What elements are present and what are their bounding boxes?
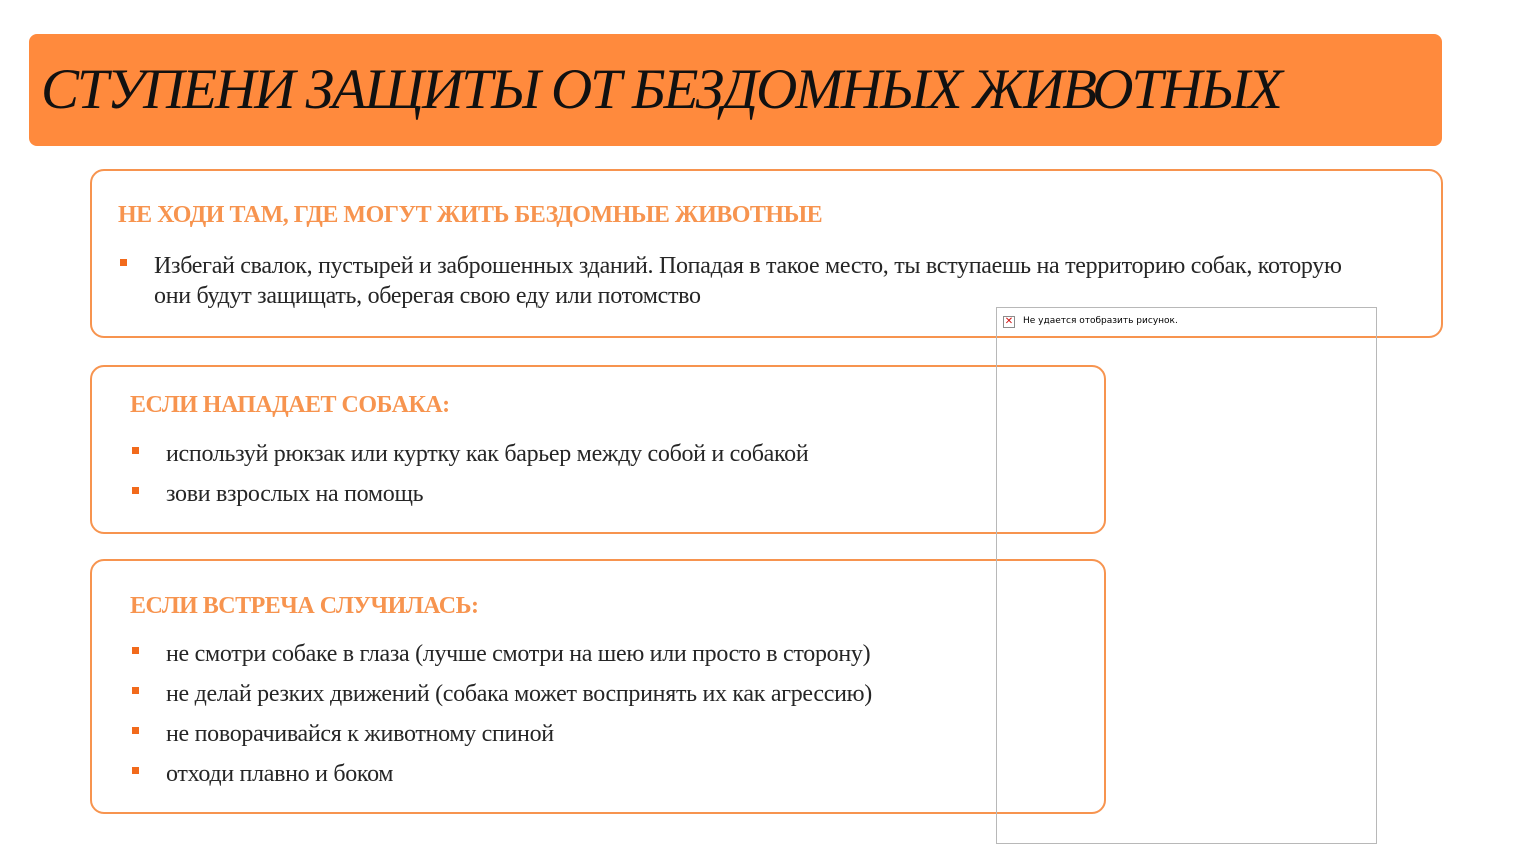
list-item (130, 639, 1070, 669)
broken-image-placeholder[interactable] (996, 307, 1377, 844)
bullet-list (130, 439, 1070, 519)
bullet-text: не делай резких движений (собака может воспринять их как агрессию) (166, 681, 872, 707)
square-bullet-icon (132, 687, 139, 694)
bullet-text: Избегай свалок, пустырей и заброшенных зданий. Попадая в такое место, ты вступаешь на территорию собак, которую они будут защищать, оберегая свою еду или потомство (154, 253, 1342, 309)
section-encounter (90, 559, 1106, 814)
square-bullet-icon (132, 647, 139, 654)
square-bullet-icon (132, 447, 139, 454)
section-heading: ЕСЛИ НАПАДАЕТ СОБАКА: (130, 392, 450, 418)
list-item (130, 719, 1070, 749)
section-dog-attacks (90, 365, 1106, 534)
square-bullet-icon (132, 767, 139, 774)
list-item (118, 251, 1378, 311)
bullet-list (130, 639, 1070, 799)
list-item (130, 439, 1070, 469)
bullet-text: не смотри собаке в глаза (лучше смотри на шею или просто в сторону) (166, 641, 871, 667)
broken-image-icon: ✕ (1004, 316, 1014, 327)
section-heading: НЕ ХОДИ ТАМ, ГДЕ МОГУТ ЖИТЬ БЕЗДОМНЫЕ ЖИВОТНЫЕ (118, 202, 823, 228)
slide-title: СТУПЕНИ ЗАЩИТЫ ОТ БЕЗДОМНЫХ ЖИВОТНЫХ (41, 58, 1281, 121)
bullet-text: зови взрослых на помощь (166, 481, 424, 507)
list-item (130, 759, 1070, 789)
bullet-list (118, 251, 1378, 311)
list-item (130, 679, 1070, 709)
bullet-text: используй рюкзак или куртку как барьер между собой и собакой (166, 441, 809, 467)
square-bullet-icon (132, 727, 139, 734)
square-bullet-icon (132, 487, 139, 494)
broken-image-message: Не удается отобразить рисунок. (1023, 316, 1178, 326)
title-banner (29, 34, 1442, 146)
list-item (130, 479, 1070, 509)
section-heading: ЕСЛИ ВСТРЕЧА СЛУЧИЛАСЬ: (130, 593, 479, 619)
bullet-text: не поворачивайся к животному спиной (166, 721, 554, 747)
bullet-text: отходи плавно и боком (166, 761, 394, 787)
square-bullet-icon (120, 259, 127, 266)
